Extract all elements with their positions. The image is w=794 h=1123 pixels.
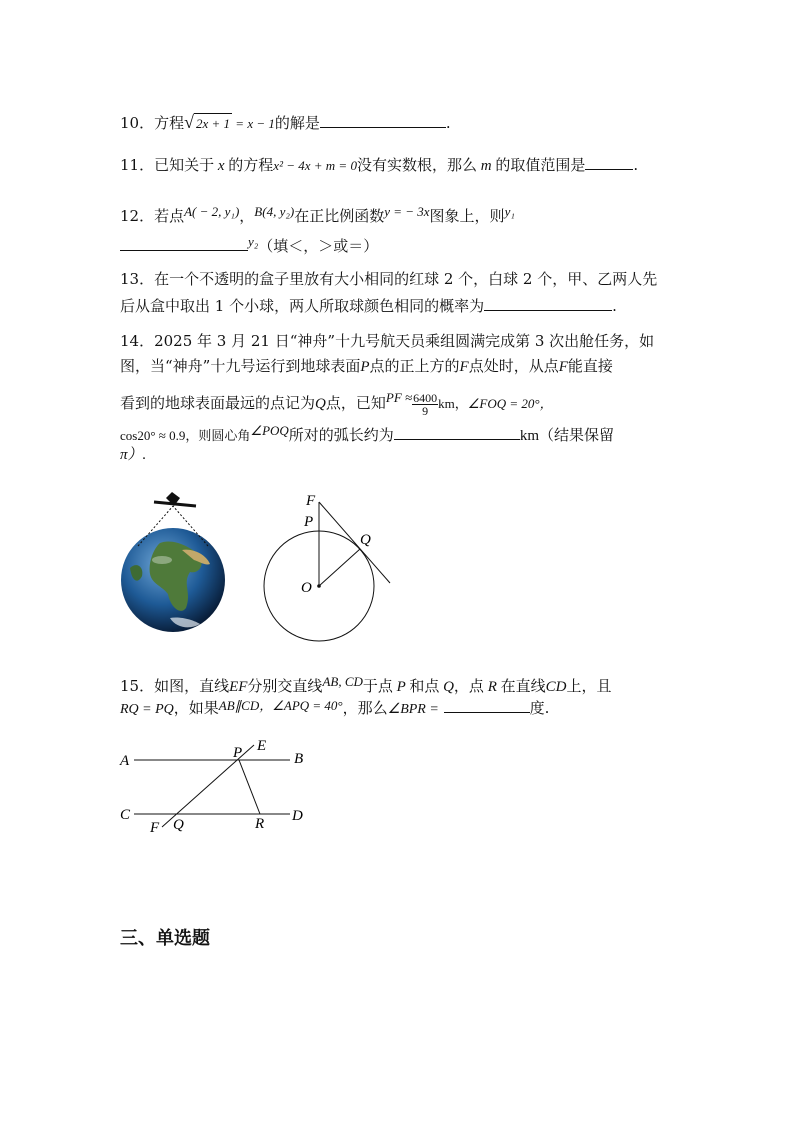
q12-hint: （填＜，＞或＝） (258, 237, 379, 255)
q14-var-f2: F (558, 359, 568, 375)
q14-text-3: 点处时，从点 (468, 357, 559, 375)
q14-text-2: 点的正上方的 (369, 357, 460, 375)
q10-rhs: = x − 1 (232, 116, 275, 131)
q15-text-9: ，那么 (342, 699, 388, 717)
q14-var-q: Q (315, 396, 326, 412)
question-14-line5 (120, 444, 146, 465)
label-F: F (306, 493, 316, 509)
q15-rq-pq: RQ = PQ (120, 702, 174, 717)
q14-km: km， (438, 396, 468, 411)
q12-text-3: 图象上，则 (429, 207, 505, 225)
q14-text-5: 看到的地球表面最远的点记为 (120, 394, 316, 412)
q13-answer-blank[interactable] (484, 296, 612, 311)
label-B: B (294, 751, 304, 767)
q12-comma: ， (239, 207, 255, 225)
q14-frac-num: 6400 (413, 390, 438, 405)
q12-text-2: 在正比例函数 (294, 207, 385, 225)
circle-diagram (264, 493, 390, 641)
q10-answer-blank[interactable] (320, 113, 446, 128)
q14-text-10: π）. (120, 447, 147, 463)
label-P: P (233, 745, 243, 761)
q11-answer-blank[interactable] (585, 155, 633, 170)
q14-answer-blank[interactable] (394, 425, 520, 440)
q15-answer-blank[interactable] (444, 698, 530, 713)
question-12-line1 (120, 202, 515, 226)
q14-frac-den: 9 (422, 403, 429, 418)
label-P: P (304, 514, 314, 530)
section-heading: 三、单选题 (120, 928, 210, 949)
label-A: A (120, 753, 130, 769)
q15-text-8: ，如果 (173, 699, 219, 717)
q15-text-10: 度. (529, 699, 550, 717)
question-14-line2 (120, 356, 613, 377)
q11-number: 11． (120, 156, 155, 174)
q14-var-p: P (360, 359, 370, 375)
q12-point-a: A( − 2, y₁) (184, 204, 240, 219)
label-D: D (292, 808, 303, 824)
question-14-line1: 14．2025 年 3 月 21 日“神舟”十九号航天员乘组圆满完成第 3 次出舱任务，如 (120, 332, 655, 350)
q11-var-x: x (217, 158, 225, 174)
label-O: O (301, 580, 312, 596)
q12-function: y = − 3x (384, 204, 430, 219)
q10-end: . (445, 114, 451, 132)
q15-var-r: R (487, 679, 497, 695)
q12-y2: y₂ (248, 234, 259, 249)
question-14-line4 (120, 421, 614, 446)
q14-pf: PF ≈ (385, 390, 413, 405)
q15-var-q: Q (443, 679, 454, 695)
q10-radicand: 2x + 1 (194, 113, 232, 134)
q15-text-6: 在直线 (500, 677, 546, 695)
q14-angle2: ∠POQ (250, 423, 289, 438)
q11-equation: x² − 4x + m = 0 (273, 158, 357, 173)
q10-number: 10． (120, 114, 155, 132)
figure-15 (110, 735, 320, 840)
question-15-line2 (120, 696, 549, 720)
label-Q: Q (173, 817, 184, 833)
question-14-line3 (120, 388, 553, 417)
label-Q: Q (360, 532, 371, 548)
q15-text-7: 上，且 (566, 677, 612, 695)
q12-point-b: B(4, y₂) (254, 204, 295, 219)
q12-number: 12． (120, 207, 155, 225)
q15-text-3: 于点 (362, 677, 393, 695)
q14-var-f: F (459, 359, 469, 375)
q12-text: 若点 (154, 207, 185, 225)
q15-text: 15．如图，直线 (120, 677, 230, 695)
q10-text: 方程 (154, 114, 185, 132)
q11-text-3: 没有实数根，那么 (356, 156, 477, 174)
q14-text-7: cos20° ≈ 0.9，则圆心角 (120, 428, 251, 443)
q12-y1: y₁ (504, 204, 515, 219)
q15-angle-bpr: ∠BPR = (387, 702, 439, 717)
label-R: R (255, 816, 265, 832)
q14-text: 图，当“神舟”十九号运行到地球表面 (120, 357, 361, 375)
q15-text-5: ，点 (453, 677, 484, 695)
q11-text-4: 的取值范围是 (495, 156, 586, 174)
q11-text: 已知关于 (154, 156, 215, 174)
q12-answer-blank[interactable] (120, 236, 248, 251)
question-12-line2 (120, 232, 378, 256)
q15-cd: CD (545, 679, 567, 695)
question-13-line1: 13．在一个不透明的盒子里放有大小相同的红球 2 个，白球 2 个，甲、乙两人先 (120, 270, 658, 288)
segment-PR (239, 760, 260, 814)
question-10: 10．方程√ 2x + 1 = x − 1的解是 . (120, 112, 451, 132)
q14-text-4: 能直接 (567, 357, 613, 375)
q14-fraction (412, 392, 438, 417)
q13-text: 后从盒中取出 1 个小球，两人所取球颜色相同的概率为 (120, 297, 485, 315)
q11-end: . (633, 156, 639, 174)
q15-text-4: 和点 (409, 677, 440, 695)
q15-parallel: AB∥CD，∠APQ = 40° (218, 698, 343, 713)
q15-var-p: P (396, 679, 406, 695)
label-C: C (120, 807, 131, 823)
q14-text-9: km（结果保留 (519, 428, 614, 444)
question-11 (120, 155, 638, 176)
q14-angle: ∠FOQ = 20°， (467, 396, 553, 411)
q11-var-m: m (480, 158, 492, 174)
question-15-line1 (120, 672, 611, 697)
q14-text-6: 点，已知 (325, 394, 386, 412)
q15-ab-cd: AB, CD (322, 674, 363, 689)
q15-ef: EF (229, 679, 248, 695)
q13-end: . (612, 297, 617, 315)
question-13-line2 (120, 296, 617, 316)
label-F: F (150, 820, 160, 836)
q15-text-2: 分别交直线 (247, 677, 323, 695)
q10-text-2: 的解是 (274, 114, 320, 132)
label-E: E (257, 738, 267, 754)
figure-14 (110, 488, 410, 648)
earth-image (121, 492, 225, 632)
q14-text-8: 所对的弧长约为 (288, 426, 394, 444)
q11-text-2: 的方程 (228, 156, 274, 174)
